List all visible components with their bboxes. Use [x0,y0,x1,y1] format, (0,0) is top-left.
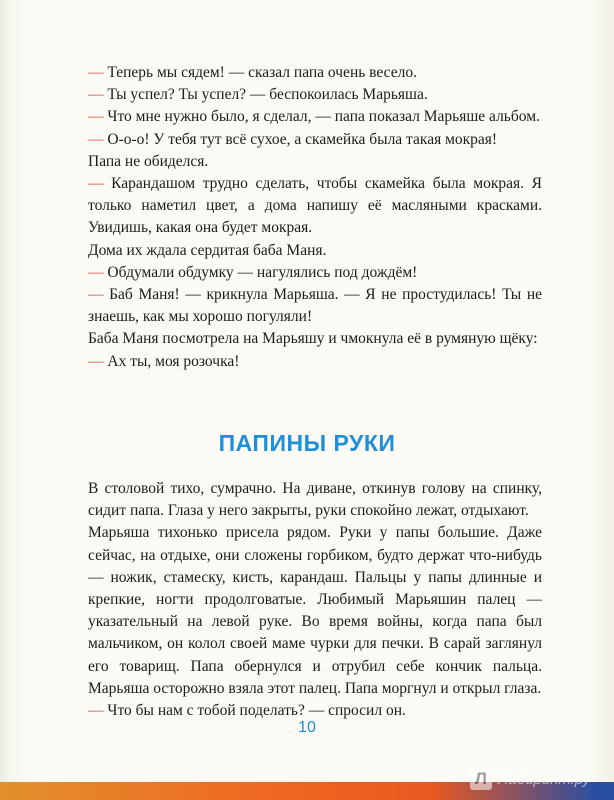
paragraph-text: Марьяша тихонько присела рядом. Руки у папы большие. Даже сейчас, на отдыхе, они сложены горбиком, будто держат что-нибудь — ножик, стамеску, кисть, карандаш. Пальцы у папы длинные и крепкие, ногти продолговатые. Любимый Марьяшин палец — указательный на левой руке. Во время войны, когда папа был мальчиком, он колол своей маме чурки для печки. В сарай заглянул его товарищ. Папа обернулся и отрубил себе кончик пальца. Марьяша осторожно взяла этот палец. Папа моргнул и открыл глаза. [88,524,542,697]
paragraph [88,351,542,373]
paragraph-text: Что бы нам с тобой поделать? — спросил он. [103,702,406,720]
paragraph-text: Что мне нужно было, я сделал, — папа показал Марьяше альбом. [103,108,540,126]
dash: — [88,108,104,126]
paragraph-text: Баба Маня посмотрела на Марьяшу и чмокнула её в румяную щёку: [88,330,538,348]
paragraph [88,151,542,173]
paragraph-text: Дома их ждала сердитая баба Маня. [88,241,327,259]
paragraph [88,106,542,128]
chapter-heading: ПАПИНЫ РУКИ [218,430,396,456]
paragraph [88,478,542,522]
dash: — [88,175,104,193]
paragraph-text: Ах ты, моя розочка! [103,352,240,370]
text-block-top [88,62,542,373]
watermark-text: Лабиринт.ру [498,770,591,788]
paragraph [88,173,542,240]
dash: — [88,130,104,148]
paragraph-text: В столовой тихо, сумрачно. На диване, откинув голову на спинку, сидит папа. Глаза у него закрыты, руки спокойно лежат, отдыхают. [88,480,542,520]
dash: — [88,352,104,370]
paragraph-text: Ты успел? Ты успел? — беспокоилась Марьяша. [103,86,428,104]
paragraph-text: Карандашом трудно сделать, чтобы скамейка была мокрая. Я только наметил цвет, а дома напишу её масляными красками. Увидишь, какая она будет мокрая. [88,175,542,237]
dash: — [88,86,104,104]
dash: — [88,64,104,81]
paragraph [88,240,542,262]
paragraph-text: Обдумали обдумку — нагулялись под дождём! [103,263,418,281]
dash: — [88,263,104,281]
dash: — [88,702,104,720]
paragraph-text: Теперь мы сядем! — сказал папа очень весело. [103,64,417,81]
dash: — [88,286,104,304]
paragraph [88,328,542,350]
paragraph [88,262,542,284]
labirint-logo-icon: Л [470,768,492,790]
paragraph-text: Баб Маня! — крикнула Марьяша. — Я не простудилась! Ты не знаешь, как мы хорошо погуляли! [88,286,542,326]
paragraph [88,129,542,151]
paragraph [88,62,542,84]
paragraph-text: Папа не обиделся. [88,152,209,170]
paragraph-text: О-о-о! У тебя тут всё сухое, а скамейка была такая мокрая! [103,130,498,148]
page-number: 10 [298,719,316,736]
paragraph [88,522,542,700]
paragraph [88,284,542,328]
watermark [470,768,590,790]
text-block-bottom [88,478,542,722]
paragraph [88,84,542,106]
